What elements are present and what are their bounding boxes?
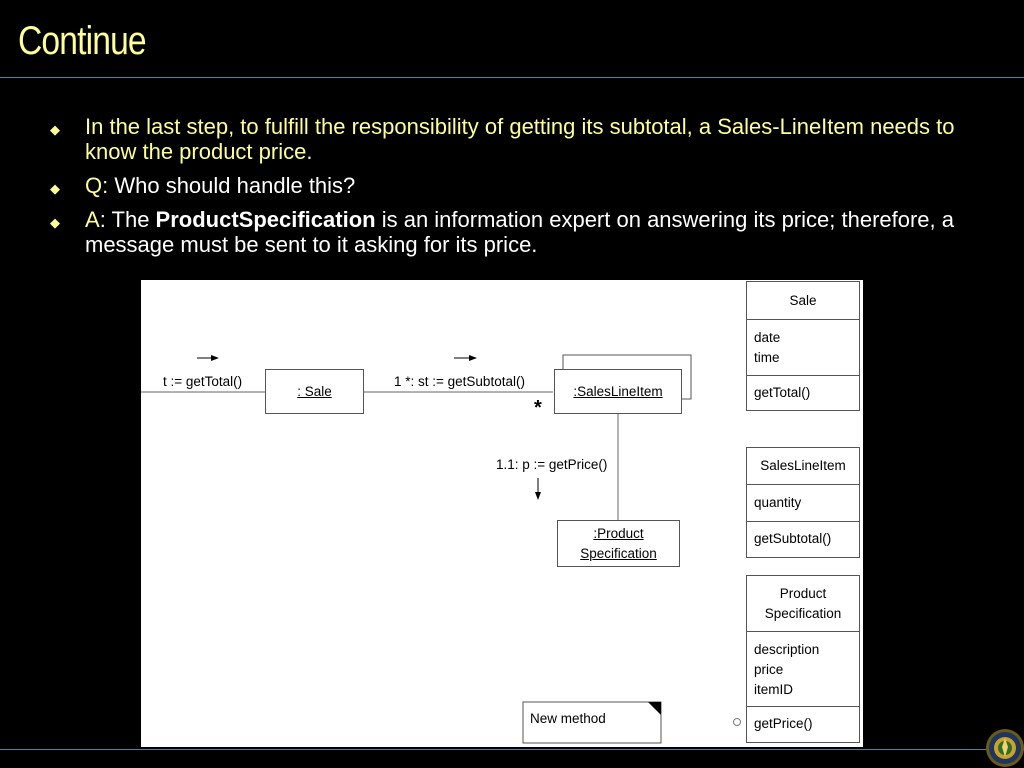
message-arrow-head [469, 355, 477, 361]
bullet-text: In the last step, to fulfill the responsibility of getting its subtotal, a Sales-LineItem needs to know the product price. [85, 114, 955, 164]
bullet-text: Who should handle this? [108, 173, 356, 198]
product-object-label-line2: Specification [580, 545, 657, 561]
class-attribute: itemID [754, 682, 794, 697]
message-label-gettotal: t := getTotal() [163, 374, 243, 389]
class-methods [747, 522, 859, 549]
class-attributes [747, 632, 859, 707]
class-methods [747, 707, 859, 734]
class-attribute: description [754, 642, 820, 657]
product-object-label-line1: :Product [593, 525, 644, 541]
sale-object [265, 369, 364, 414]
bullet-item [48, 207, 988, 257]
diamond-bullet-icon: ◆ [50, 122, 60, 137]
class-name: SalesLineItem [747, 448, 859, 485]
class-attributes [747, 485, 859, 522]
class-attributes [747, 320, 859, 376]
bullet-item [48, 114, 988, 164]
message-label-getprice: 1.1: p := getPrice() [496, 457, 608, 472]
bullet-text: is an information expert on answering its price; therefore, a message must be sent to it asking for its price. [85, 207, 954, 257]
circle-marker-icon [733, 718, 741, 726]
title-divider [0, 77, 1024, 78]
class-attribute: date [754, 330, 781, 345]
message-arrow-head [211, 355, 219, 361]
class-name-line2: Specification [764, 605, 842, 621]
bullet-item [48, 173, 988, 198]
class-attribute: quantity [754, 495, 802, 510]
bullet-emphasis: ProductSpecification [155, 207, 376, 232]
collaboration-diagram [141, 280, 863, 747]
multiplicity-marker: * [534, 397, 542, 419]
class-box-productspecification [746, 575, 860, 743]
slide-title: Continue [18, 19, 146, 63]
sale-object-label: : Sale [297, 383, 332, 399]
diamond-bullet-icon: ◆ [50, 181, 60, 196]
university-seal-logo [985, 728, 1024, 768]
bullet-question-label: Q: [85, 173, 109, 198]
class-methods [747, 376, 859, 403]
saleslineitem-object [554, 369, 682, 414]
footer-divider [0, 749, 1024, 750]
bullet-answer-label: A [85, 207, 100, 232]
class-method: getPrice() [754, 716, 813, 731]
bullet-list [48, 114, 988, 266]
message-arrow-head [535, 492, 541, 500]
class-attribute: price [754, 662, 784, 677]
class-name: Sale [747, 282, 859, 320]
productspecification-object [557, 520, 680, 567]
class-box-sale [746, 281, 860, 411]
note-text: New method [530, 711, 606, 726]
class-method: getTotal() [754, 385, 811, 400]
class-name [747, 576, 859, 632]
saleslineitem-object-label: :SalesLineItem [573, 383, 663, 399]
class-box-saleslineitem [746, 447, 860, 558]
class-name-line1: Product [779, 585, 827, 601]
class-method: getSubtotal() [754, 531, 832, 546]
bullet-text: : The [99, 207, 156, 232]
message-label-getsubtotal: 1 *: st := getSubtotal() [394, 374, 525, 389]
diamond-bullet-icon: ◆ [50, 215, 60, 230]
class-attribute: time [754, 350, 780, 365]
